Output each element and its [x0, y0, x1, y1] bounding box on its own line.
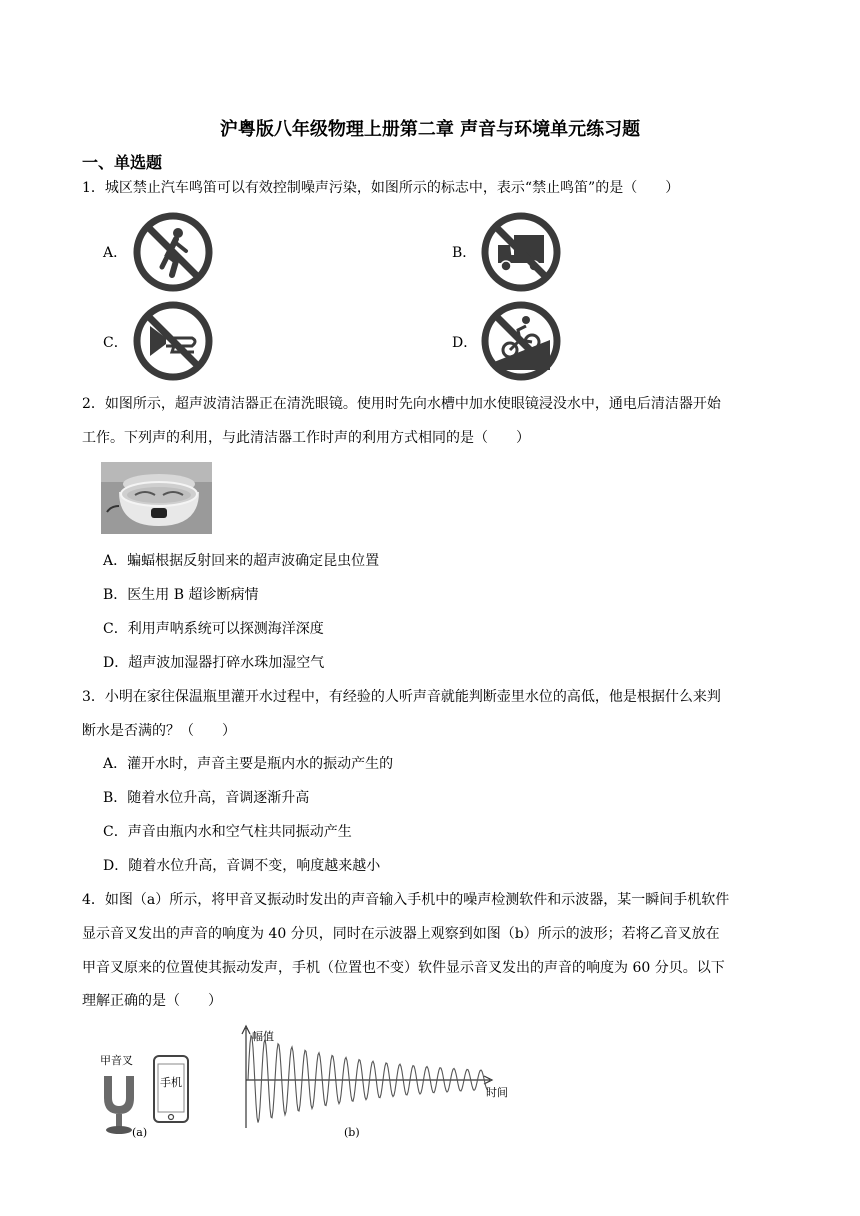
q3-option-b: B．随着水位升高，音调逐渐升高: [103, 790, 310, 806]
question-1-stem: 1．城区禁止汽车鸣笛可以有效控制噪声污染，如图所示的标志中，表示“禁止鸣笛”的是（ ）: [82, 180, 680, 196]
no-horn-icon: [132, 300, 214, 382]
question-4-stem-line-3: 甲音叉原来的位置使其振动发声，手机（位置也不变）软件显示音叉发出的声音的响度为 60 分贝。以下: [82, 960, 725, 976]
section-heading: 一、单选题: [82, 153, 163, 172]
waveform: [248, 1036, 488, 1123]
q2-option-c: C．利用声呐系统可以探测海洋深度: [103, 621, 324, 637]
x-axis-label: 时间: [486, 1086, 508, 1099]
ultrasonic-cleaner-image: [101, 462, 212, 534]
q1-option-d-label: D．: [452, 335, 478, 351]
question-2-stem-line-2: 工作。下列声的利用，与此清洁器工作时声的利用方式相同的是（ ）: [82, 430, 530, 446]
question-4-stem-line-2: 显示音叉发出的声音的响度为 40 分贝，同时在示波器上观察到如图（b）所示的波形；若将乙音叉放在: [82, 926, 720, 942]
fork-label: 甲音叉: [100, 1054, 133, 1067]
page-title: 沪粤版八年级物理上册第二章 声音与环境单元练习题: [219, 119, 641, 140]
question-4-stem-line-1: 4．如图（a）所示，将甲音叉振动时发出的声音输入手机中的噪声检测软件和示波器，某一瞬间手机软件: [82, 892, 730, 908]
q1-option-b-label: B．: [452, 245, 477, 261]
y-axis-label: 幅值: [252, 1030, 274, 1043]
q1-option-a-label: A．: [103, 245, 128, 261]
q2-option-a: A．蝙蝠根据反射回来的超声波确定昆虫位置: [103, 553, 380, 569]
question-3-stem-line-2: 断水是否满的？（ ）: [82, 723, 236, 739]
figure-b: [236, 1024, 526, 1144]
q3-option-a: A．灌开水时，声音主要是瓶内水的振动产生的: [103, 756, 394, 772]
question-3-stem-line-1: 3．小明在家往保温瓶里灌开水过程中，有经验的人听声音就能判断壶里水位的高低，他是根据什么来判: [82, 689, 721, 705]
no-truck-icon: [480, 211, 562, 293]
no-pedestrian-icon: [132, 211, 214, 293]
figure-b-caption: (b): [344, 1126, 360, 1139]
question-4-stem-line-4: 理解正确的是（ ）: [82, 993, 222, 1009]
q1-option-c-label: C．: [103, 335, 128, 351]
q2-option-d: D．超声波加湿器打碎水珠加湿空气: [103, 655, 325, 671]
q2-option-b: B．医生用 B 超诊断病情: [103, 587, 259, 603]
question-2-stem-line-1: 2．如图所示，超声波清洁器正在清洗眼镜。使用时先向水槽中加水使眼镜浸没水中，通电后清洁器开始: [82, 396, 721, 412]
no-bicycle-icon: [480, 300, 562, 382]
q3-option-d: D．随着水位升高，音调不变，响度越来越小: [103, 858, 381, 874]
figure-a-caption: (a): [132, 1126, 148, 1139]
q3-option-c: C．声音由瓶内水和空气柱共同振动产生: [103, 824, 352, 840]
phone-label: 手机: [160, 1076, 182, 1089]
